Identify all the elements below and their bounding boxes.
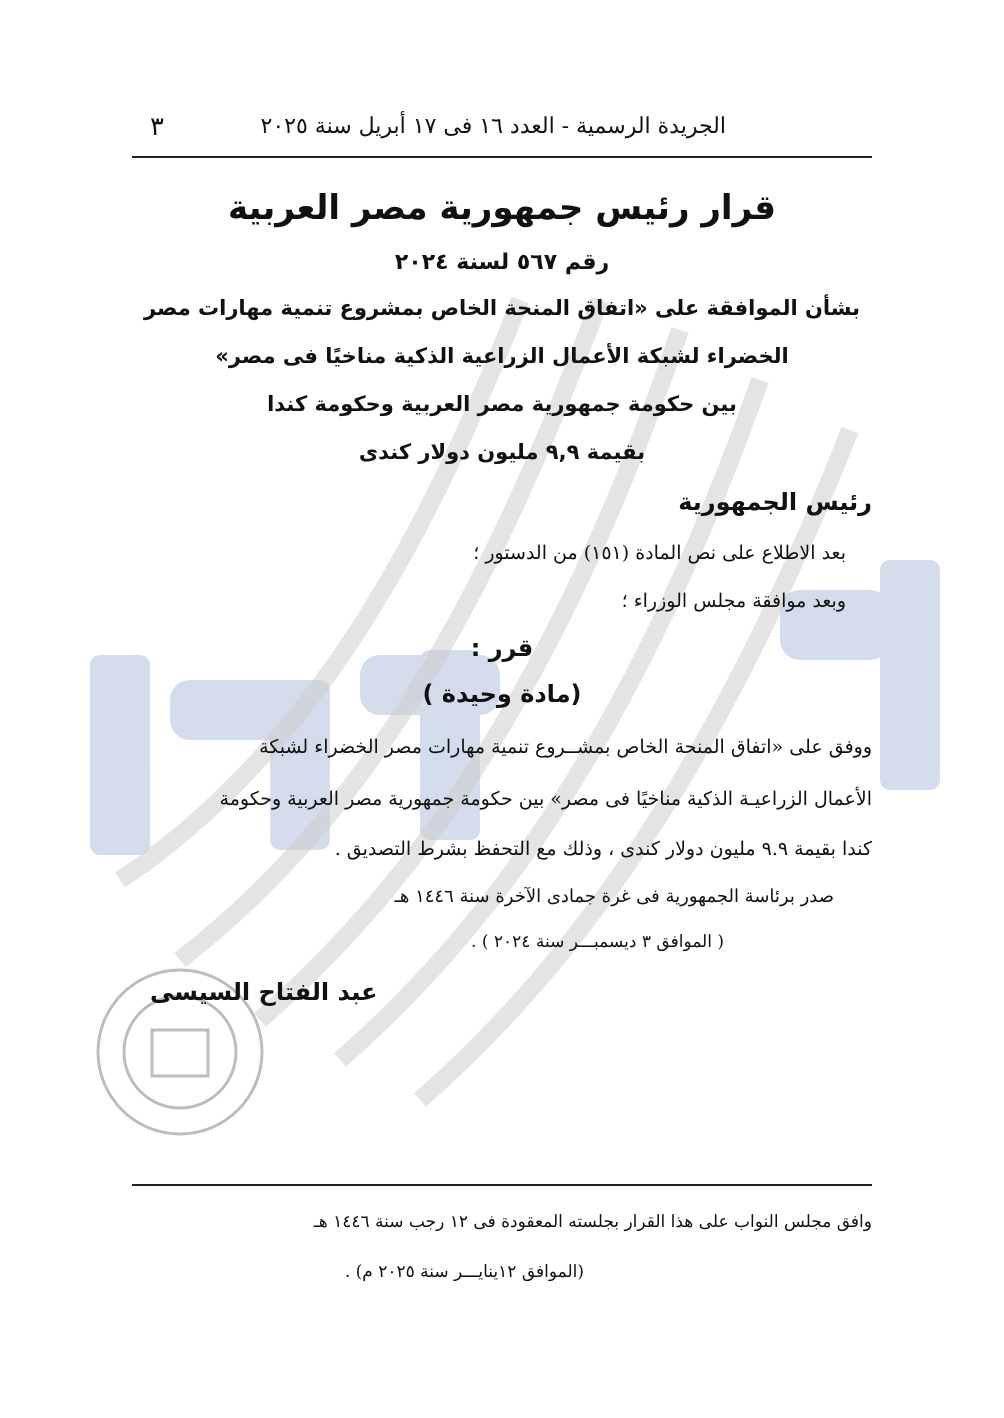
article-line: الأعمال الزراعيـة الذكية مناخيًا فى مصر» بين حكومة جمهورية مصر العربية وحكومة	[219, 788, 872, 810]
decided-heading: قرر :	[470, 634, 534, 662]
page-number: ٣	[150, 112, 164, 142]
header-rule	[132, 156, 872, 158]
preamble-line: وبعد موافقة مجلس الوزراء ؛	[621, 590, 846, 612]
footer-rule	[132, 1184, 872, 1186]
subject-line-2: الخضراء لشبكة الأعمال الزراعية الذكية مناخيًا فى مصر»	[215, 344, 789, 368]
president-heading: رئيس الجمهورية	[678, 488, 872, 516]
signature: عبد الفتاح السيسى	[150, 978, 378, 1006]
subject-line-1: بشأن الموافقة على «اتفاق المنحة الخاص بمشروع تنمية مهارات مصر	[143, 296, 861, 320]
subject-line-4: بقيمة ٩,٩ مليون دولار كندى	[358, 440, 646, 464]
footnote-line-1: وافق مجلس النواب على هذا القرار بجلسته المعقودة فى ١٢ رجب سنة ١٤٤٦ هـ	[313, 1212, 872, 1232]
preamble-line: بعد الاطلاع على نص المادة (١٥١) من الدستور ؛	[473, 542, 846, 564]
subject-line-3: بين حكومة جمهورية مصر العربية وحكومة كندا	[267, 392, 737, 416]
footnote-line-2: (الموافق ١٢ينايـــر سنة ٢٠٢٥ م) .	[344, 1262, 584, 1282]
article-heading: (مادة وحيدة )	[422, 680, 582, 708]
decree-number: رقم ٥٦٧ لسنة ٢٠٢٤	[394, 250, 610, 275]
corresponding-date: ( الموافق ٣ ديسمبـــر سنة ٢٠٢٤ ) .	[471, 932, 724, 952]
issued-line: صدر برئاسة الجمهورية فى غرة جمادى الآخرة سنة ١٤٤٦ هـ	[394, 886, 834, 907]
running-title: الجريدة الرسمية - العدد ١٦ فى ١٧ أبريل سنة ٢٠٢٥	[260, 114, 726, 139]
decree-title: قرار رئيس جمهورية مصر العربية	[227, 188, 777, 228]
article-line: كندا بقيمة ٩.٩ مليون دولار كندى ، وذلك مع التحفظ بشرط التصديق .	[334, 838, 872, 860]
article-line: ووفق على «اتفاق المنحة الخاص بمشــروع تنمية مهارات مصر الخضراء لشبكة	[259, 736, 872, 758]
